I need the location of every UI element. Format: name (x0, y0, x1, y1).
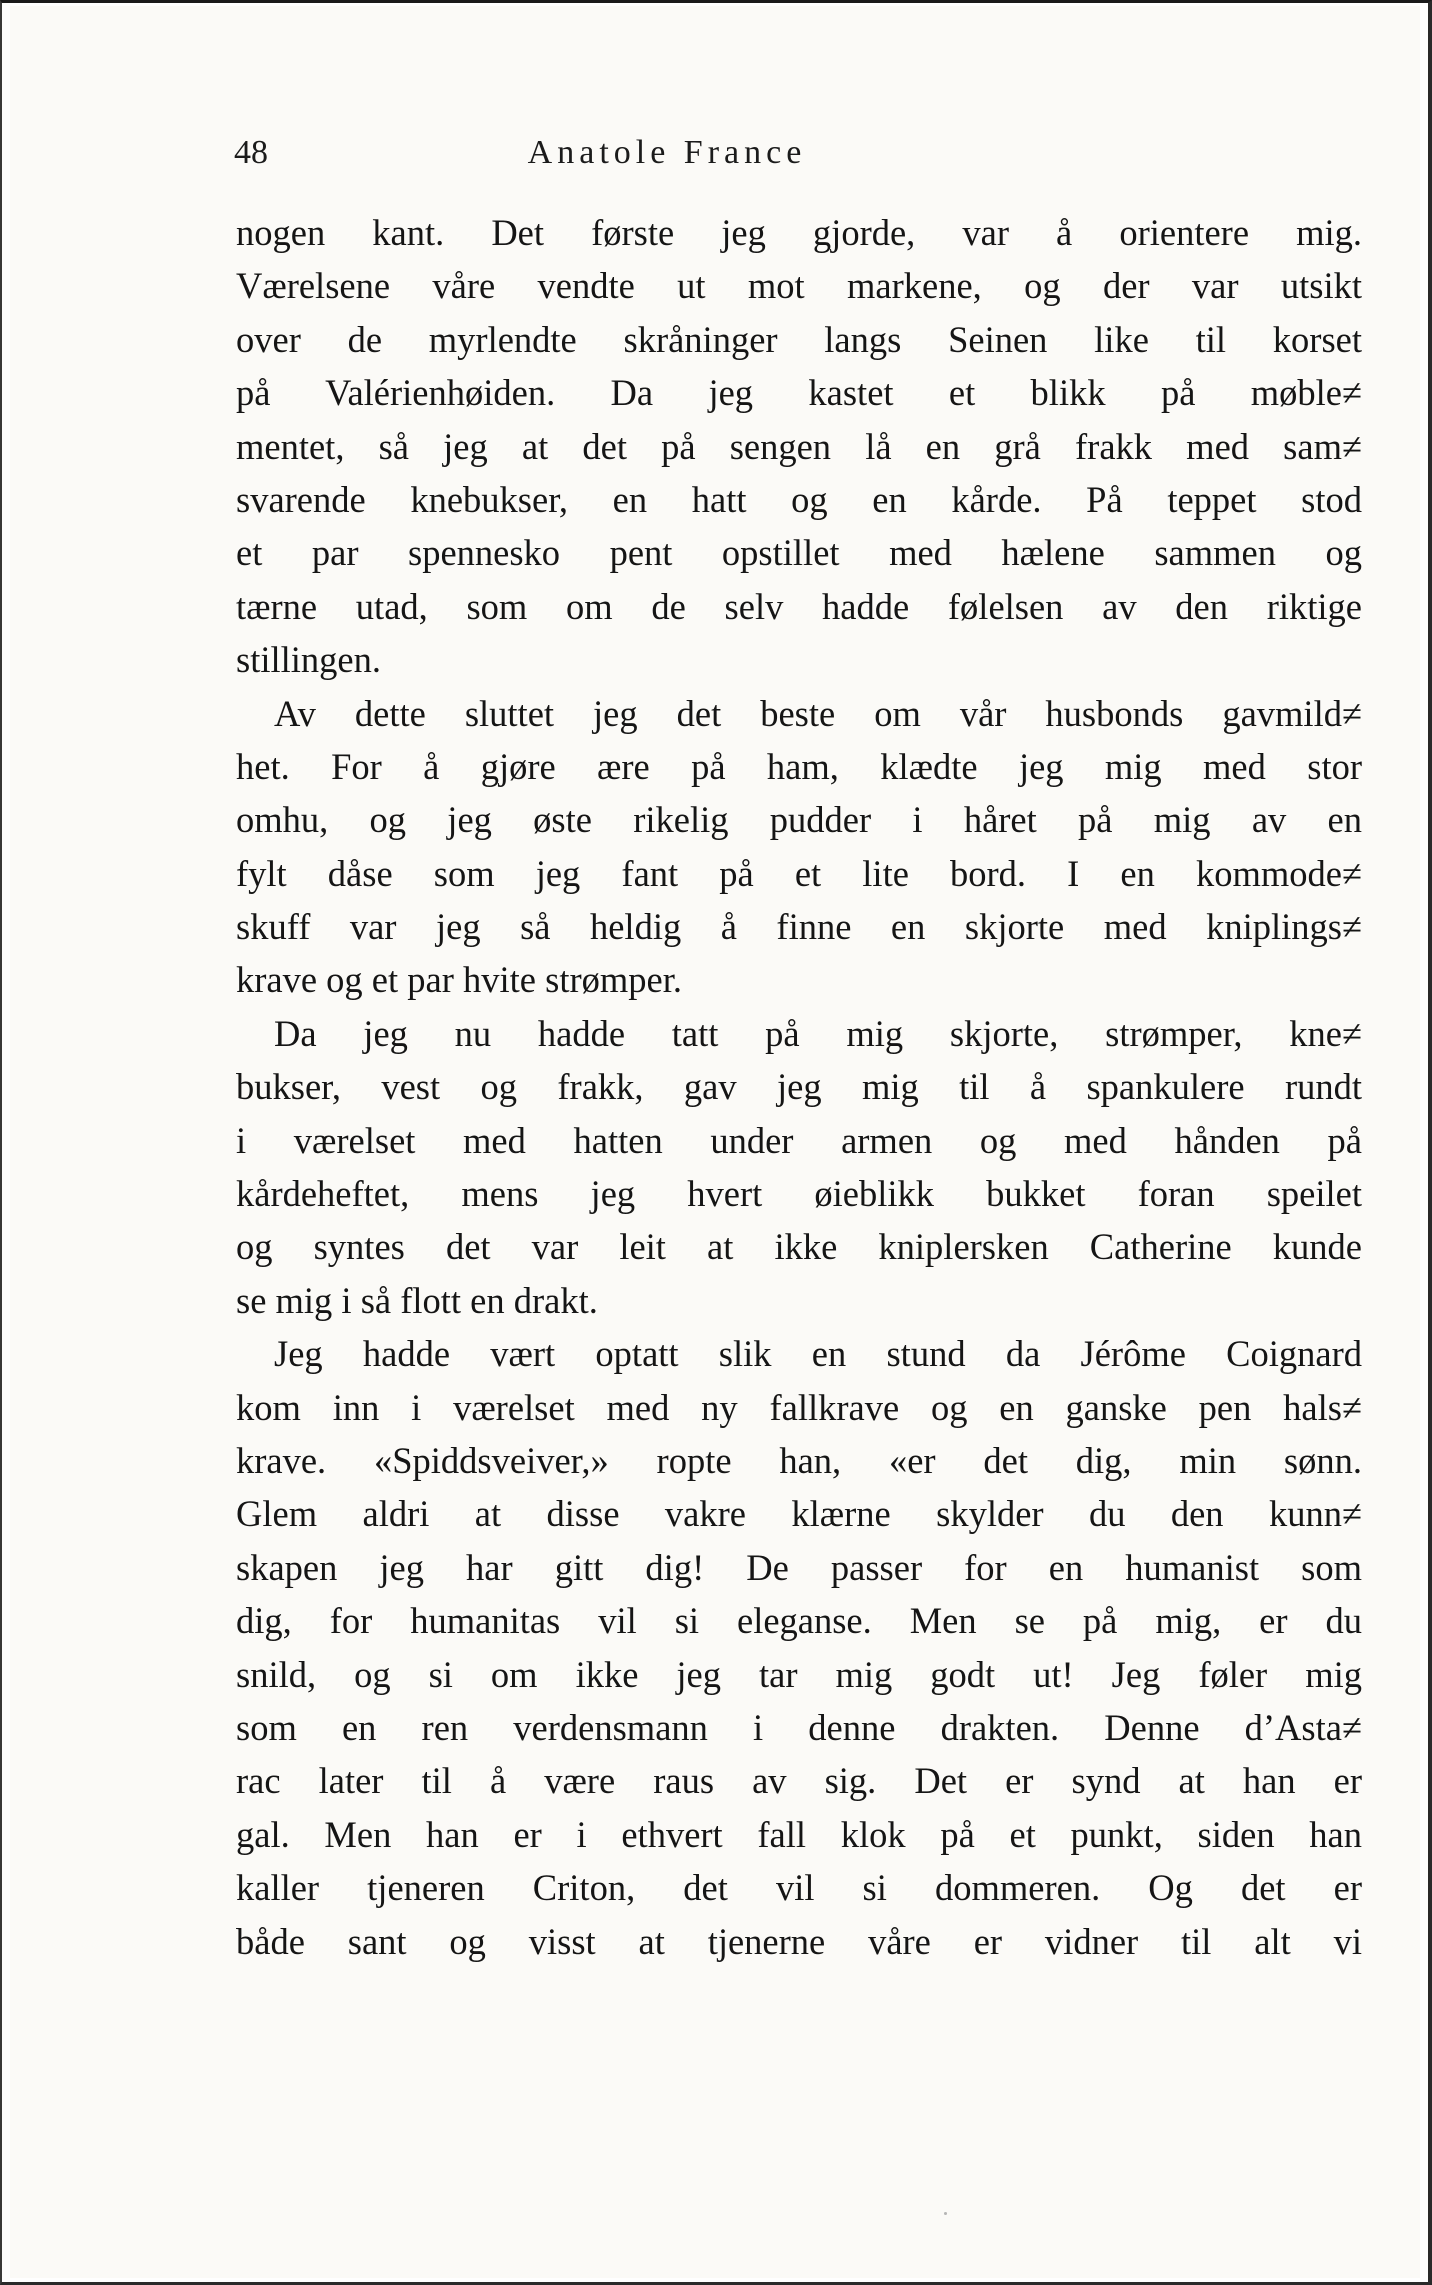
paragraph-2 (236, 687, 1362, 1007)
text-line: skuff var jeg så heldig å finne en skjorte med kniplings≠ (236, 906, 1362, 948)
text-line: krave og et par hvite strømper. (236, 959, 682, 1001)
text-line: bukser, vest og frakk, gav jeg mig til å spankulere rundt (236, 1066, 1362, 1108)
text-line: gal. Men han er i ethvert fall klok på et punkt, siden han (236, 1813, 1362, 1855)
text-line: skapen jeg har gitt dig! De passer for en humanist som (236, 1546, 1362, 1588)
text-line: rac later til å være raus av sig. Det er synd at han er (236, 1760, 1362, 1802)
text-line: fylt dåse som jeg fant på et lite bord. I en kommode≠ (236, 852, 1362, 894)
text-line: kaller tjeneren Criton, det vil si dommeren. Og det er (236, 1867, 1362, 1909)
paragraph-1 (236, 206, 1362, 687)
text-line: Jeg hadde vært optatt slik en stund da Jérôme Coignard (274, 1333, 1362, 1375)
text-line: krave. «Spiddsveiver,» ropte han, «er det dig, min sønn. (236, 1439, 1362, 1481)
text-line: omhu, og jeg øste rikelig pudder i håret på mig av en (236, 799, 1362, 841)
text-line: Da jeg nu hadde tatt på mig skjorte, strømper, kne≠ (274, 1012, 1362, 1054)
page-number: 48 (234, 134, 268, 171)
text-line: over de myrlendte skråninger langs Seinen like til korset (236, 318, 1362, 360)
text-line: het. For å gjøre ære på ham, klædte jeg mig med stor (236, 745, 1362, 787)
running-head: Anatole France (527, 134, 807, 171)
paragraph-4 (236, 1327, 1362, 1968)
text-line: se mig i så flott en drakt. (236, 1279, 598, 1321)
text-line: tærne utad, som om de selv hadde følelsen av den riktige (236, 585, 1362, 627)
body-text (236, 206, 1362, 1968)
text-line: som en ren verdensmann i denne drakten. Denne d’Asta≠ (236, 1706, 1362, 1748)
text-line: dig, for humanitas vil si eleganse. Men se på mig, er du (236, 1600, 1362, 1642)
text-line: kom inn i værelset med ny fallkrave og en ganske pen hals≠ (236, 1386, 1362, 1428)
page-header (234, 134, 1364, 190)
text-line: Værelsene våre vendte ut mot markene, og der var utsikt (236, 265, 1362, 307)
text-line: snild, og si om ikke jeg tar mig godt ut! Jeg føler mig (236, 1653, 1362, 1695)
text-line: i værelset med hatten under armen og med hånden på (236, 1119, 1362, 1161)
scan-speck (944, 2212, 947, 2215)
paragraph-3 (236, 1007, 1362, 1327)
text-line: Glem aldri at disse vakre klærne skylder du den kunn≠ (236, 1493, 1362, 1535)
text-line: på Valérienhøiden. Da jeg kastet et blikk på møble≠ (236, 372, 1362, 414)
text-line: Av dette sluttet jeg det beste om vår husbonds gavmild≠ (274, 692, 1362, 734)
text-line: og syntes det var leit at ikke kniplersken Catherine kunde (236, 1226, 1362, 1268)
text-line: et par spennesko pent opstillet med hælene sammen og (236, 532, 1362, 574)
text-line: stillingen. (236, 639, 381, 681)
text-line: svarende knebukser, en hatt og en kårde. På teppet stod (236, 478, 1362, 520)
text-line: nogen kant. Det første jeg gjorde, var å orientere mig. (236, 212, 1362, 253)
text-line: både sant og visst at tjenerne våre er vidner til alt vi (236, 1920, 1362, 1962)
text-line: kårdeheftet, mens jeg hvert øieblikk bukket foran speilet (236, 1173, 1362, 1215)
text-line: mentet, så jeg at det på sengen lå en grå frakk med sam≠ (236, 425, 1362, 467)
